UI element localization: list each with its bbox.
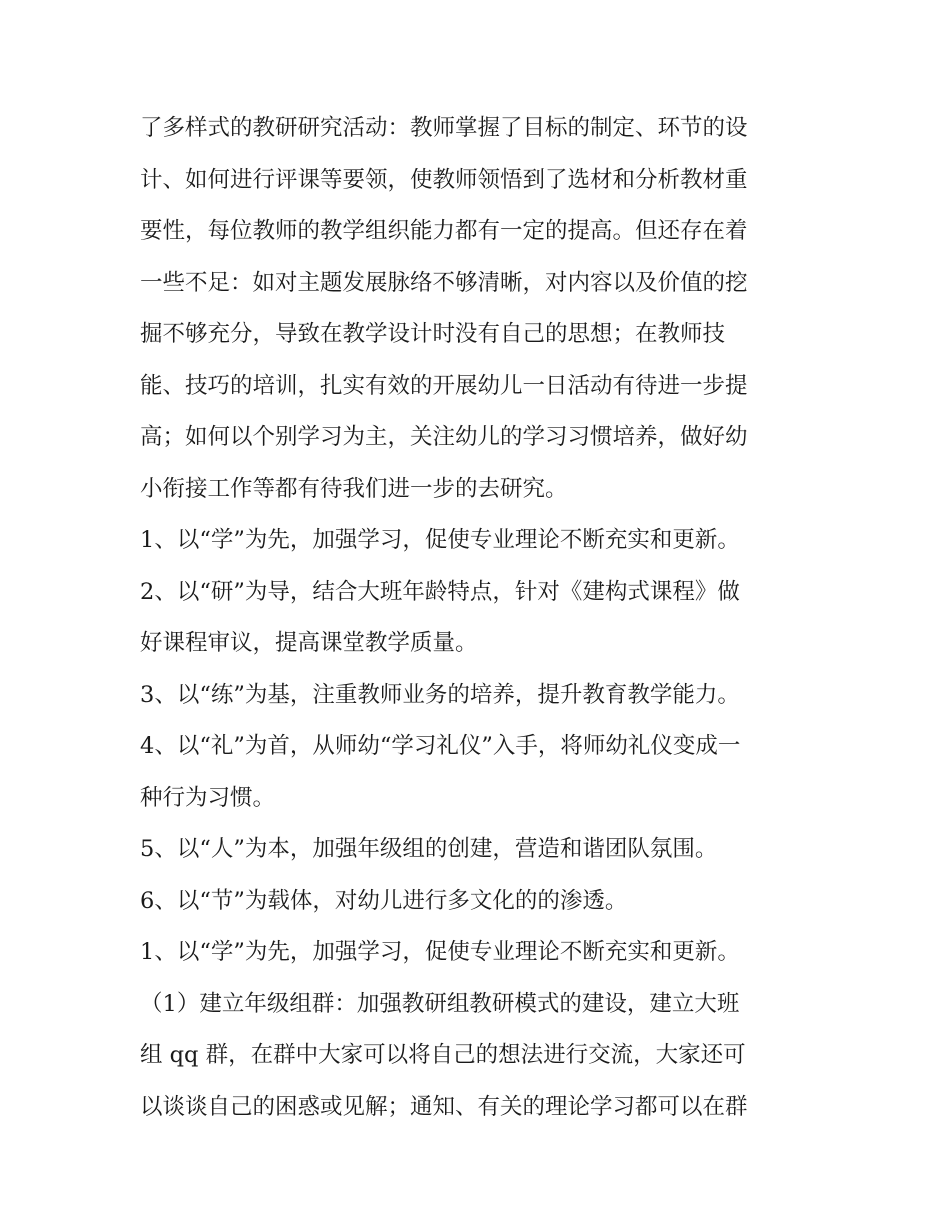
- list-item-6: 6、以“节”为载体，对幼儿进行多文化的的渗透。: [140, 887, 628, 914]
- text-line: 种行为习惯。: [140, 784, 276, 811]
- text-line: 掘不够充分，导致在教学设计时没有自己的思想；在教师技: [140, 321, 726, 347]
- list-item-1: 1、以“学”为先，加强学习，促使专业理论不断充实和更新。: [140, 527, 740, 553]
- text-line: 小衔接工作等都有待我们进一步的去研究。: [140, 475, 568, 502]
- list-item-3: 3、以“练”为基，注重教师业务的培养，提升教育教学能力。: [140, 681, 740, 708]
- text-line: 能、技巧的培训，扎实有效的开展幼儿一日活动有待进一步提: [140, 372, 748, 399]
- text-line: 组 qq 群，在群中大家可以将自己的想法进行交流，大家还可: [140, 1042, 746, 1068]
- text-line: 以谈谈自己的困惑或见解；通知、有关的理论学习都可以在群: [140, 1093, 748, 1120]
- text-line: 计、如何进行评课等要领，使教师领悟到了选材和分析教材重: [140, 166, 748, 193]
- text-line: 高；如何以个别学习为主，关注幼儿的学习习惯培养，做好幼: [140, 424, 748, 450]
- document-body-text: [140, 103, 812, 1133]
- text-line: 好课程审议，提高课堂教学质量。: [140, 630, 478, 656]
- list-item-4: 4、以“礼”为首，从师幼“学习礼仪”入手，将师幼礼仪变成一: [140, 733, 741, 759]
- text-line: 一些不足：如对主题发展脉络不够清晰，对内容以及价值的挖: [140, 269, 748, 296]
- list-item-5: 5、以“人”为本，加强年级组的创建，营造和谐团队氛围。: [140, 836, 718, 862]
- sub-item-1: （1）建立年级组群：加强教研组教研模式的建设，建立大班: [140, 990, 740, 1017]
- text-line: 要性，每位教师的教学组织能力都有一定的提高。但还存在着: [140, 218, 748, 244]
- text-line: 了多样式的教研研究活动：教师掌握了目标的制定、环节的设: [140, 115, 748, 141]
- list-item-2: 2、以“研”为导，结合大班年龄特点，针对《建构式课程》做: [140, 578, 740, 605]
- section-heading: 1、以“学”为先，加强学习，促使专业理论不断充实和更新。: [140, 939, 740, 965]
